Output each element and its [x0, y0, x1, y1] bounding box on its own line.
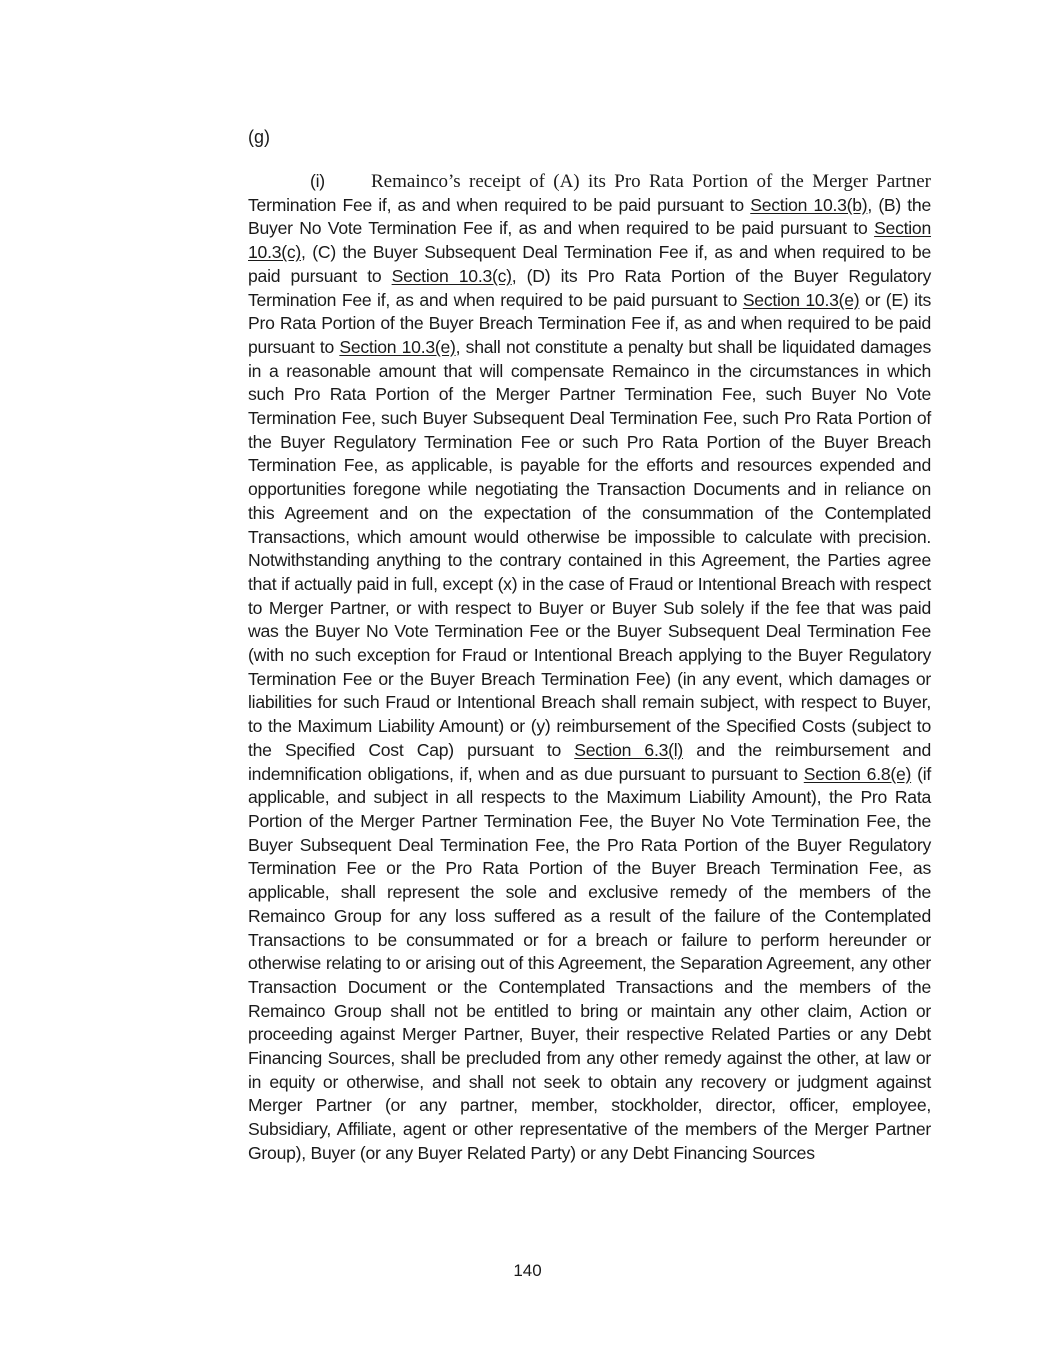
text-segment: , (D) its Pro Rata Portion of the Buyer Regulatory Termination Fee if, as and when required to be paid pursuant to	[248, 265, 931, 310]
text-segment: Termination Fee if, as and when required to be paid pursuant to	[248, 194, 751, 215]
paragraph-lead: Remainco’s receipt of (A) its Pro Rata Portion of the Merger Partner	[371, 171, 931, 192]
text-segment: , (C) the Buyer Subsequent Deal Termination Fee if, as and when required to be paid pursuant to	[248, 242, 931, 286]
text-segment: or (E) its Pro Rata Portion of the Buyer Breach Termination Fee if, as and when required to be paid pursuant to	[248, 289, 931, 357]
text-segment: , shall not constitute a penalty but shall be liquidated damages in a reasonable amount that will compensate Remainco in the circumstances in which such Pro Rata Portion of the Merger Partner Termination Fee, such Buyer No Vote Termination Fee, such Buyer Subsequent Deal Termination Fee, such Pro Rata Portion of the Buyer Regulatory Termination Fee or such Pro Rata Portion of the Buyer Breach Termination Fee, as applicable, is payable for the efforts and resources expended and opportunities foregone while negotiating the Transaction Documents and in reliance on this Agreement and on the expectation of the consummation of the Contemplated Transactions, which amount would otherwise be impossible to calculate with precision. Notwithstanding anything to the contrary contained in this Agreement, the Parties agree that if actually paid in full, except (x) in the case of Fraud or Intentional Breach with respect to Merger Partner, or with respect to Buyer or Buyer Sub solely if the fee that was paid was the Buyer No Vote Termination Fee or the Buyer Subsequent Deal Termination Fee (with no such exception for Fraud or Intentional Breach applying to the Buyer Regulatory Termination Fee or the Buyer Breach Termination Fee) (in any event, which damages or liabilities for such Fraud or Intentional Breach shall remain subject, with respect to Buyer, to the Maximum Liability Amount) or (y) reimbursement of the Specified Costs (subject to the Specified Cost Cap) pursuant to	[248, 336, 931, 760]
text-segment: , (B) the Buyer No Vote Termination Fee if, as and when required to be paid pursuant to	[248, 194, 931, 239]
section-reference-6-8-e[interactable]: Section 6.8(e)	[803, 763, 912, 784]
section-reference-10-3-b[interactable]: Section 10.3(b)	[750, 194, 868, 215]
section-reference-10-3-c[interactable]: Section 10.3(c)	[248, 218, 931, 263]
section-reference-10-3-c[interactable]: Section 10.3(c)	[391, 265, 512, 286]
subsection-label: (i)	[310, 171, 325, 191]
text-segment: (if applicable, and subject in all respects to the Maximum Liability Amount), the Pro Rata Portion of the Merger Partner Termination Fee, the Buyer No Vote Termination Fee, the Buyer Subsequent Deal Termination Fee, the Pro Rata Portion of the Buyer Regulatory Termination Fee or the Pro Rata Portion of the Buyer Breach Termination Fee, as applicable, shall represent the sole and exclusive remedy of the members of the Remainco Group for any loss suffered as a result of the failure of the Contemplated Transactions to be consummated or for a breach or failure to perform hereunder or otherwise relating to or arising out of this Agreement, the Separation Agreement, any other Transaction Document or the Contemplated Transactions and the members of the Remainco Group shall not be entitled to bring or maintain any other claim, Action or proceeding against Merger Partner, Buyer, their respective Related Parties or any Debt Financing Sources, shall be precluded from any other remedy against the other, at law or in equity or otherwise, and shall not seek to obtain any recovery or judgment against Merger Partner (or any partner, member, stockholder, director, officer, employee, Subsidiary, Affiliate, agent or other representative of the members of the Merger Partner Group), Buyer (or any Buyer Related Party) or any Debt Financing Sources	[248, 763, 931, 1163]
text-segment: and the reimbursement and indemnification obligations, if, when and as due pursuant to pursuant to	[248, 739, 931, 784]
section-label: (g)	[248, 127, 270, 147]
page-number: 140	[513, 1261, 542, 1280]
section-reference-10-3-e[interactable]: Section 10.3(e)	[339, 336, 456, 357]
section-reference-10-3-e[interactable]: Section 10.3(e)	[742, 289, 860, 310]
body-paragraph	[248, 170, 931, 1166]
section-reference-6-3-l[interactable]: Section 6.3(l)	[574, 739, 684, 760]
